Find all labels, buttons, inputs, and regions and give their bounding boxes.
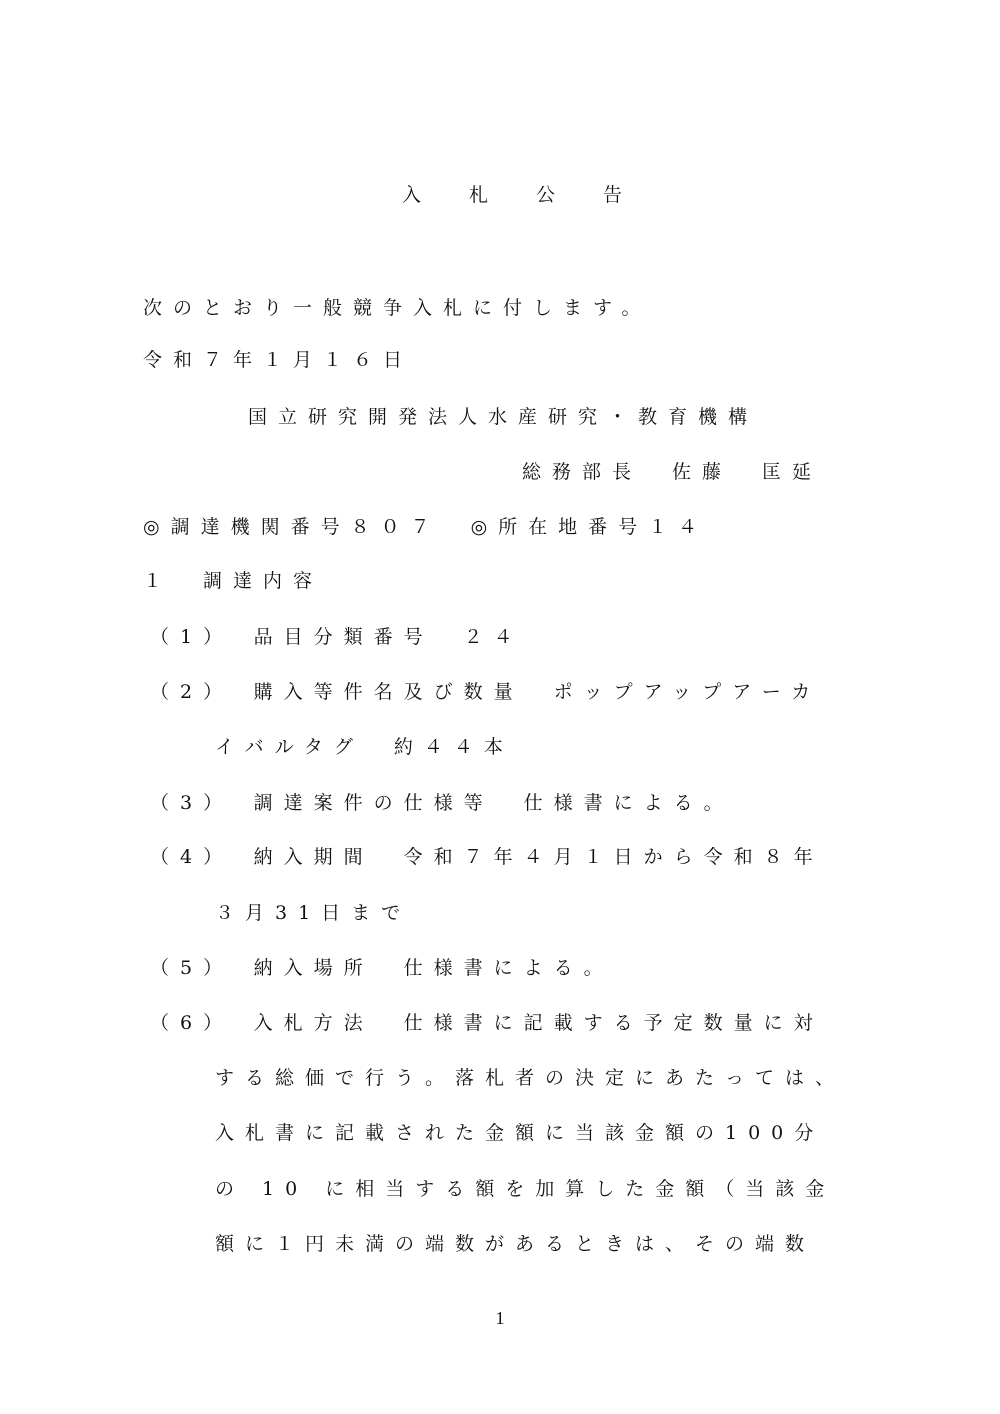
item-2-line-1: （2） 購入等件名及び数量 ポップアップアーカ xyxy=(150,681,822,703)
agency-codes: ◎調達機関番号８０７ ◎所在地番号１４ xyxy=(143,516,709,538)
item-6-line-4: の 10 に相当する額を加算した金額（当該金 xyxy=(215,1178,836,1200)
page-number: 1 xyxy=(495,1308,505,1328)
section-heading-procurement: １ 調達内容 xyxy=(143,570,324,592)
item-6-line-5: 額に１円未満の端数があるときは、その端数 xyxy=(215,1233,816,1255)
document-title: 入札公告 xyxy=(402,184,671,206)
item-5-line-1: （5） 納入場所 仕様書による。 xyxy=(150,957,614,979)
item-1-line-1: （1） 品目分類番号 ２４ xyxy=(150,626,524,648)
item-6-line-3: 入札書に記載された金額に当該金額の100分 xyxy=(215,1122,825,1144)
item-6-line-1: （6） 入札方法 仕様書に記載する予定数量に対 xyxy=(150,1012,824,1034)
organization-name: 国立研究開発法人水産研究・教育機構 xyxy=(248,406,759,428)
intro-text: 次のとおり一般競争入札に付します。 xyxy=(143,297,652,319)
item-2-line-2: イバルタグ 約４４本 xyxy=(215,736,514,758)
item-4-line-1: （4） 納入期間 令和７年４月１日から令和８年 xyxy=(150,846,824,868)
official-name: 総務部長 佐藤 匡延 xyxy=(522,461,823,483)
announcement-date: 令和７年１月１６日 xyxy=(143,349,414,371)
item-6-line-2: する総価で行う。落札者の決定にあたっては、 xyxy=(215,1067,846,1089)
item-3-line-1: （3） 調達案件の仕様等 仕様書による。 xyxy=(150,792,734,814)
item-4-line-2: ３月31日まで xyxy=(215,902,412,924)
